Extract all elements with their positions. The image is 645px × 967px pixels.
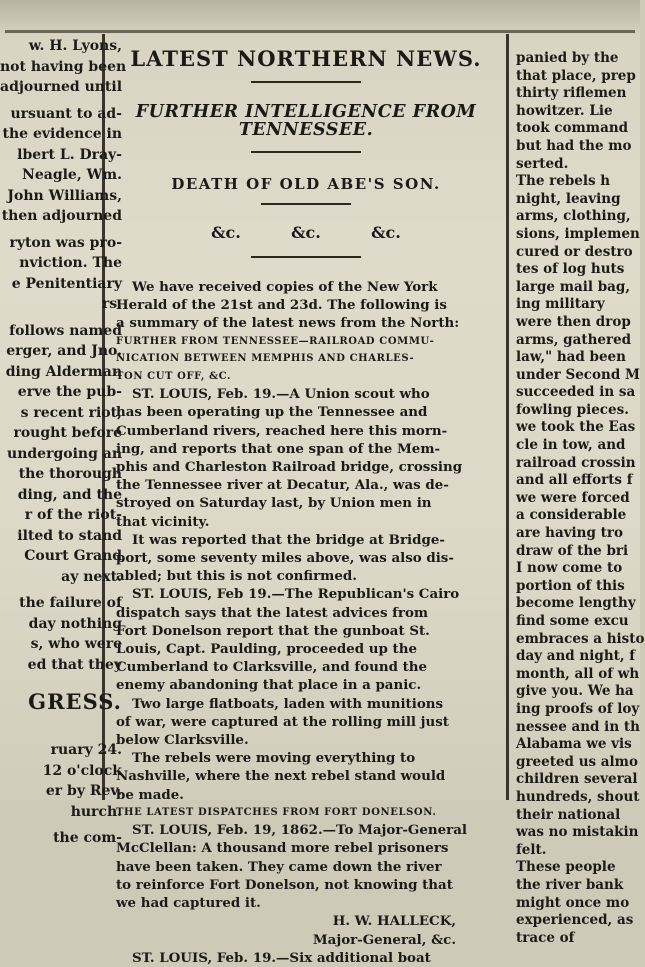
text-line: hundreds, shout: [516, 788, 640, 805]
article-line: It was reported that the bridge at Bridge-: [132, 531, 445, 548]
etc-row: [116, 223, 496, 242]
text-line: experienced, as: [516, 912, 634, 929]
article-paragraph: [116, 385, 496, 531]
right-column-text: [510, 50, 645, 947]
text-line: s, who were: [30, 636, 122, 652]
article-paragraph: [116, 949, 496, 967]
center-column: [108, 36, 506, 966]
article-line: the Tennessee river at Decatur, Ala., was de-: [116, 477, 449, 494]
text-line: day and night, f: [516, 648, 636, 665]
text-line: ruary 24.: [50, 742, 122, 758]
text-line: sions, implemen: [516, 225, 640, 242]
death-rule: [261, 203, 351, 205]
text-line: serted.: [516, 155, 569, 172]
text-line: hurch.: [70, 803, 122, 820]
text-line: These people: [516, 859, 616, 876]
article-line: Cumberland to Clarksville, and found the: [116, 659, 428, 676]
text-line: ding Alderman: [5, 363, 122, 380]
article-line: ST. LOUIS, Feb 19.—The Republican's Cairo: [132, 586, 460, 603]
text-line: rought before: [13, 425, 122, 441]
etc-mark: &c.: [371, 223, 401, 242]
etc-rule: [251, 256, 361, 258]
text-line: rs.: [101, 296, 122, 312]
article-paragraph: [116, 821, 496, 912]
text-line: the com-: [53, 830, 122, 846]
article-paragraph: [116, 749, 496, 804]
text-line: r of the riot-: [24, 507, 122, 523]
text-line: but had the mo: [516, 137, 632, 154]
article-line: ST. LOUIS, Feb. 19, 1862.—To Major-General: [132, 822, 467, 839]
death-headline: DEATH OF OLD ABE'S SON.: [171, 175, 441, 193]
text-line: are having tro: [516, 525, 623, 542]
article-line: Two large flatboats, laden with munitions: [132, 695, 444, 712]
text-line: s recent riot,: [20, 404, 122, 421]
text-line: find some excu: [516, 613, 629, 629]
text-line: night, leaving: [516, 190, 621, 207]
text-line: ed that they: [27, 656, 122, 673]
text-line: draw of the bri: [516, 542, 629, 559]
top-rule: [5, 30, 635, 33]
text-line: w. H. Lyons,: [28, 38, 122, 54]
text-line: lbert L. Dray-: [17, 146, 122, 163]
article-paragraph: [116, 531, 496, 586]
article-line: Cumberland rivers, reached here this morn-: [116, 422, 448, 439]
right-column: [510, 50, 645, 946]
text-line: law," had been: [516, 349, 626, 366]
article-line: dispatch says that the latest advices from: [116, 604, 429, 621]
article-line: ST. LOUIS, Feb. 19.—A Union scout who: [132, 386, 430, 403]
text-line: we took the Eas: [516, 419, 636, 436]
article-line: have been taken. They came down the river: [116, 858, 442, 875]
text-line: arms, gathered: [516, 331, 632, 348]
text-line: trace of: [516, 929, 575, 946]
text-line: not having been: [0, 58, 127, 75]
text-line: a considerable: [516, 507, 627, 524]
article-line: phis and Charleston Railroad bridge, crossing: [116, 458, 463, 475]
article-line: below Clarksville.: [116, 731, 249, 748]
text-line: was no mistakin: [516, 824, 639, 841]
text-line: ing proofs of loy: [516, 700, 640, 717]
text-line: the evidence in: [2, 126, 122, 142]
text-line: portion of this: [516, 577, 625, 594]
text-line: cured or destro: [516, 243, 633, 260]
text-line: Court Grand: [24, 548, 122, 564]
text-line: erger, and Jno.: [6, 343, 122, 359]
article-line: Fort Donelson report that the gunboat St.: [116, 622, 430, 639]
text-line: tes of log huts: [516, 261, 625, 278]
article-line: of war, were captured at the rolling mill just: [116, 713, 449, 730]
text-line: nviction. The: [19, 255, 122, 271]
text-line: Neagle, Wm.: [22, 167, 122, 183]
text-line: took command: [516, 120, 629, 137]
text-line: John Williams,: [7, 187, 122, 204]
article-line: The rebels were moving everything to: [132, 750, 416, 767]
text-line: embraces a histo: [516, 630, 645, 647]
page-top-edge: [0, 0, 640, 34]
subhead-rule: [251, 151, 361, 153]
article-line: Louis, Capt. Paulding, proceeded up the: [116, 640, 417, 657]
text-line: large mail bag,: [516, 278, 631, 295]
text-line: that place, prep: [516, 67, 636, 84]
article-line: FURTHER FROM TENNESSEE—RAILROAD COMMU-: [116, 335, 435, 347]
text-line: then adjourned: [1, 208, 122, 224]
headline-rule: [251, 81, 361, 83]
article-line: has been operating up the Tennessee and: [116, 404, 428, 421]
text-line: might once mo: [516, 894, 630, 911]
text-line: fowling pieces.: [516, 401, 629, 418]
subheadline-line: TENNESSEE.: [238, 120, 374, 140]
subheadline-line: FURTHER INTELLIGENCE FROM: [135, 102, 477, 122]
text-line: give you. We ha: [516, 683, 634, 700]
article-line: McClellan: A thousand more rebel prisoners: [116, 840, 449, 857]
article-line: enemy abandoning that place in a panic.: [116, 677, 422, 694]
article-paragraph: [116, 333, 496, 386]
article-line: Major-General, &c.: [312, 931, 456, 948]
text-line: greeted us almo: [516, 753, 638, 770]
article-line: Herald of the 21st and 23d. The following is: [116, 297, 447, 314]
article-line: to reinforce Fort Donelson, not knowing that: [116, 876, 453, 893]
article-line: NICATION BETWEEN MEMPHIS AND CHARLES-: [116, 353, 415, 365]
article-line: be made.: [116, 786, 184, 803]
text-line: become lengthy: [516, 595, 636, 612]
text-line: railroad crossin: [516, 454, 636, 471]
text-line: succeeded in sa: [516, 384, 636, 401]
etc-mark: &c.: [291, 223, 321, 242]
text-line: undergoing an: [7, 445, 122, 462]
etc-mark: &c.: [211, 223, 241, 242]
article-line: ST. LOUIS, Feb. 19.—Six additional boat: [132, 949, 431, 966]
article-line: we had captured it.: [116, 895, 261, 912]
article-line: that vicinity.: [116, 513, 210, 530]
subheadline: [116, 103, 496, 139]
text-line: ing military: [516, 296, 605, 313]
text-line: their national: [516, 806, 621, 823]
text-line: thirty riflemen: [516, 85, 627, 102]
text-line: adjourned until: [0, 79, 123, 95]
article-line: H. W. HALLECK,: [332, 913, 456, 930]
headline: LATEST NORTHERN NEWS.: [130, 46, 482, 71]
text-line: the thorough: [18, 466, 122, 482]
text-line: month, all of wh: [516, 665, 640, 682]
text-line: ilted to stand: [17, 527, 122, 544]
text-line: under Second M: [516, 366, 640, 383]
text-line: cle in tow, and: [516, 437, 626, 454]
text-line: day nothing: [28, 615, 122, 632]
text-line: I now come to: [516, 560, 623, 577]
article-paragraph: [116, 585, 496, 694]
text-line: The rebels h: [516, 173, 611, 190]
text-line: ding, and the: [17, 486, 122, 503]
article-line: abled; but this is not confirmed.: [116, 568, 357, 585]
text-line: the river bank: [516, 876, 624, 893]
article-paragraph: [116, 804, 496, 822]
article-line: ing, and reports that one span of the Mem-: [116, 440, 441, 457]
column-rule-right: [506, 34, 509, 800]
text-line: the failure of: [19, 595, 122, 611]
article-line: We have received copies of the New York: [132, 279, 438, 295]
text-line: Alabama we vis: [516, 736, 632, 753]
text-line: arms, clothing,: [516, 208, 631, 225]
article-line: TON CUT OFF, &C.: [116, 370, 232, 382]
text-line: erve the pub-: [17, 384, 122, 400]
text-line: follows named: [9, 322, 122, 339]
article-paragraph: [116, 278, 496, 333]
text-line: ryton was pro-: [9, 234, 122, 251]
article-line: THE LATEST DISPATCHES FROM FORT DONELSON.: [116, 806, 437, 818]
article-line: stroyed on Saturday last, by Union men in: [116, 495, 432, 512]
text-line: ursuant to ad-: [10, 105, 122, 122]
article-paragraph: [116, 695, 496, 750]
text-line: nessee and in th: [516, 718, 640, 735]
text-line: were then drop: [516, 313, 631, 330]
text-line: we were forced: [516, 489, 630, 506]
text-line: and all efforts f: [516, 472, 633, 489]
article-body: [116, 278, 496, 967]
text-line: ay next.: [61, 568, 122, 585]
text-line: e Penitentiary: [11, 275, 122, 292]
article-line: Nashville, where the next rebel stand would: [116, 768, 446, 785]
text-line: panied by the: [516, 50, 619, 66]
article-paragraph: [116, 912, 496, 948]
article-line: port, some seventy miles above, was also dis-: [116, 549, 454, 566]
text-line: 12 o'clock: [42, 762, 122, 779]
text-line: felt.: [516, 841, 547, 858]
article-line: a summary of the latest news from the North:: [116, 315, 460, 332]
text-line: howitzer. Lie: [516, 102, 613, 119]
congress-heading: GRESS.: [28, 689, 122, 714]
text-line: er by Rev.: [45, 783, 122, 799]
text-line: children several: [516, 771, 638, 788]
